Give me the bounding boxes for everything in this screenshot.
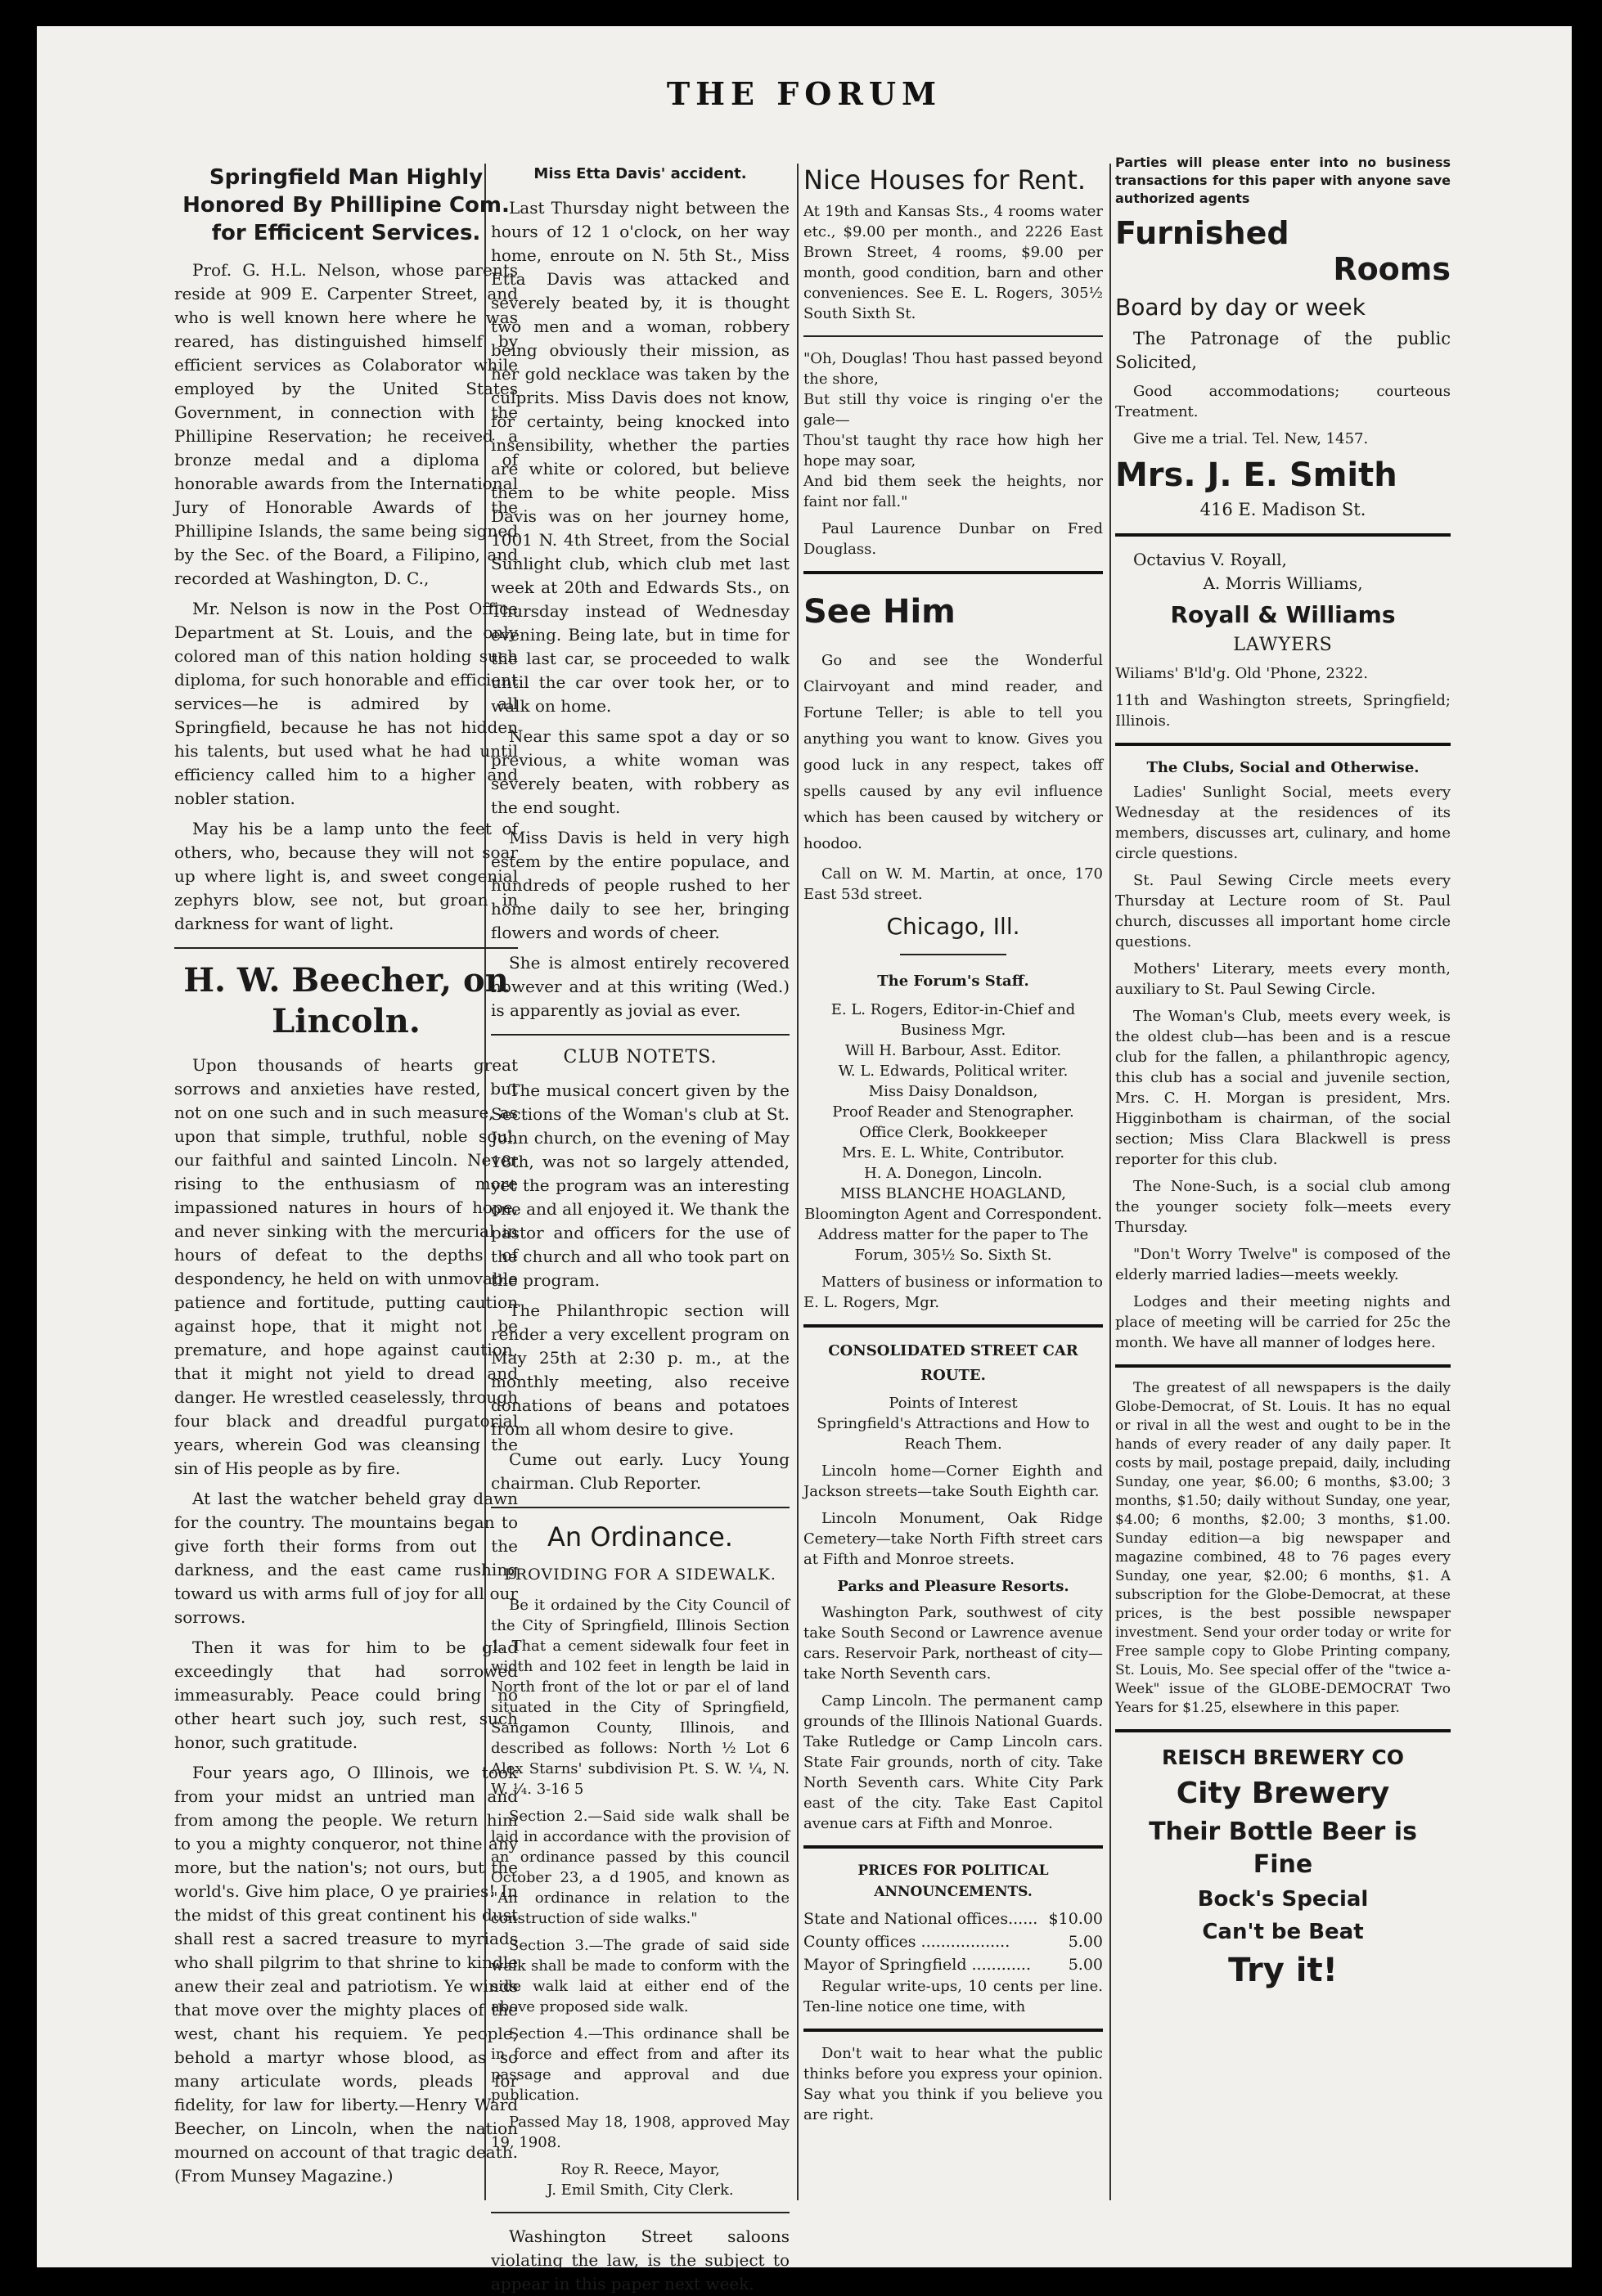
price-label: State and National offices...... — [803, 1910, 1038, 1928]
poem-credit: Paul Laurence Dunbar on Fred Douglass. — [803, 520, 1103, 558]
poem-line: "Oh, Douglas! Thou hast passed beyond the shore, — [803, 350, 1103, 388]
staff-line: Address matter for the paper to The Forum, 305½ So. Sixth St. — [817, 1226, 1089, 1264]
bottle-beer-line: Their Bottle Beer is Fine — [1149, 1817, 1417, 1879]
article-paragraph: She is almost entirely recovered however and at this writing (Wed.) is apparently as jovial as ever. — [491, 953, 790, 1020]
price-value: $10.00 — [1048, 1910, 1103, 1928]
furnished-paragraph: Good accommodations; courteous Treatment. — [1115, 383, 1451, 420]
route-paragraph: Lincoln Monument, Oak Ridge Cemetery—take North Fifth street cars at Fifth and Monroe streets. — [803, 1510, 1103, 1568]
staff-line: E. L. Rogers, Editor-in-Chief and Business Mgr. — [830, 1001, 1076, 1039]
houses-paragraph: At 19th and Kansas Sts., 4 rooms water etc., $9.00 per month., and 2226 East Brown Street, 4 rooms, $9.00 per month, good condition, barn and other conveniences. See E. L. Rogers, 305½ South Sixth St. — [803, 203, 1103, 322]
ordinance-paragraph: Section 3.—The grade of said side walk shall be made to conform with the side walk laid at either end of the above proposed side walk. — [491, 1937, 790, 2015]
divider — [803, 1324, 1103, 1328]
furnished-paragraph: The Patronage of the public Solicited, — [1115, 329, 1451, 372]
clubs-paragraph: St. Paul Sewing Circle meets every Thursday at Lecture room of St. Paul church, discusses all important home circle questions. — [1115, 872, 1451, 950]
law-firm-title: Royall & Williams — [1170, 601, 1396, 628]
headline-ordinance: An Ordinance. — [547, 1521, 733, 1552]
price-row — [803, 1953, 1103, 1976]
headline-davis: Miss Etta Davis' accident. — [533, 165, 747, 182]
bocks-special-line: Bock's Special — [1197, 1887, 1369, 1912]
parks-paragraph: Camp Lincoln. The permanent camp grounds of the Illinois National Guards. Take Rutledge or Camp Lincoln cars. State Fair grounds, north of city. Take North Seventh cars. White City Park east of the city. Take East Capitol avenue cars at Fifth and Monroe. — [803, 1692, 1103, 1832]
article-paragraph: At last the watcher beheld gray dawn for the country. The mountains began to give forth their forms from out the darkness, and the east came rushing toward us with arms full of joy for all our sorrows. — [174, 1489, 518, 1627]
divider — [174, 947, 518, 949]
staff-line: Office Clerk, Bookkeeper — [859, 1124, 1047, 1141]
staff-line: H. A. Donegon, Lincoln. — [864, 1165, 1042, 1182]
city-brewery-title: City Brewery — [1176, 1777, 1390, 1810]
column-2 — [491, 164, 790, 2294]
brewery-name: REISCH BREWERY CO — [1162, 1746, 1404, 1769]
paper-sheet — [37, 26, 1572, 2294]
ordinance-paragraph: Be it ordained by the City Council of the City of Springfield, Illinois Section 1. That a cement sidewalk four feet in width and 102 feet in length be laid in North front of the lot or par el of land situated in the City of Springfield, Sangamon County, Illinois, and described as follows: North ½ Lot 6 Alex Starns' subdivision Pt. S. W. ¼, N. W. ¼. 3-16 5 — [491, 1597, 790, 1798]
rooms-title: Rooms — [1333, 251, 1451, 287]
column-rule — [797, 164, 799, 2200]
clairvoyant-paragraph: Call on W. M. Martin, at once, 170 East 53d street. — [803, 865, 1103, 903]
clubs-paragraph: The Woman's Club, meets every week, is the oldest club—has been and is a rescue club for the fallen, a philanthropic agency, this club has a social and juvenile section, Mrs. C. H. Morgan is president, Mrs. Higginbotham is chairman, of the social section; Miss Clara Blackwell is press reporter for this club. — [1115, 1008, 1451, 1168]
divider — [803, 1845, 1103, 1849]
clubs-paragraph: The None-Such, is a social club among the younger society folk—meets every Thursday. — [1115, 1178, 1451, 1236]
article-paragraph: May his be a lamp unto the feet of others, who, because they will not soar up where light is, and sweet congenial zephyrs blow, see not, but groan in darkness for want of light. — [174, 819, 518, 933]
proprietor-address: 416 E. Madison St. — [1199, 500, 1366, 519]
price-label: Mayor of Springfield ............ — [803, 1956, 1031, 1974]
board-subtitle: Board by day or week — [1115, 294, 1366, 321]
staff-line: Bloomington Agent and Correspondent. — [804, 1206, 1102, 1223]
poem-line: Thou'st taught thy race how high her hope may soar, — [803, 432, 1103, 470]
staff-line: Mrs. E. L. White, Contributor. — [841, 1144, 1065, 1161]
ordinance-paragraph: Section 4.—This ordinance shall be in force and effect from and after its passage and approval and due publication. — [491, 2025, 790, 2104]
divider — [803, 335, 1103, 337]
ordinance-signature: J. Emil Smith, City Clerk. — [547, 2181, 734, 2199]
divider — [491, 1507, 790, 1508]
dont-wait-paragraph: Don't wait to hear what the public thinks before you express your opinion. Say what you think if you believe you are right. — [803, 2045, 1103, 2123]
article-paragraph: Miss Davis is held in very high estem by the entire populace, and hundreds of people rushed to her home daily to see her, bringing flowers and words of cheer. — [491, 828, 790, 942]
price-value: 5.00 — [1068, 1933, 1103, 1951]
article-paragraph: Cume out early. Lucy Young chairman. Club Reporter. — [491, 1449, 790, 1493]
price-row — [803, 1907, 1103, 1930]
clairvoyant-paragraph: Go and see the Wonderful Clairvoyant and mind reader, and Fortune Teller; is able to tell you anything you want to know. Gives you good luck in any respect, takes off spells caused by any evil influence which has been caused by witchery or hoodoo. — [803, 652, 1103, 852]
clubs-paragraph: Mothers' Literary, meets every month, auxiliary to St. Paul Sewing Circle. — [1115, 960, 1451, 998]
poem-line: And bid them seek the heights, nor faint nor fall." — [803, 473, 1103, 510]
globe-democrat-paragraph: The greatest of all newspapers is the daily Globe-Democrat, of St. Louis. It has no equal or rival in all the west and ought to be in the hands of every reader of any daily paper. It costs by mail, postage prepaid, daily, including Sunday, one year, $6.00; 6 months, $3.00; 3 months, $1.50; daily without Sunday, one year, $4.00; 6 months, $2.00; 3 months, $1.00. Sunday edition—a big newspaper and magazine combined, 48 to 76 pages every Sunday, one year, $2.00; 6 months, $1. A subscription for the Globe-Democrat, at these prices, is the best possible newspaper investment. Send your order today or write for Free sample copy to Globe Printing company, St. Louis, Mo. See special offer of the "twice a-Week" issue of the GLOBE-DEMOCRAT Two Years for $1.25, elsewhere in this paper. — [1115, 1380, 1451, 1716]
staff-line: MISS BLANCHE HOAGLAND, — [840, 1185, 1066, 1202]
prices-note: Regular write-ups, 10 cents per line. Ten-line notice one time, with — [803, 1978, 1103, 2015]
article-paragraph: Mr. Nelson is now in the Post Office Department at St. Louis, and the only colored man of this nation holding such diploma, for such honorable and efficient services—he is admired by all Springfield, because he has not hidden his talents, but used what he had until efficiency called him to a higher and nobler station. — [174, 599, 518, 808]
parks-paragraph: Washington Park, southwest of city take South Second or Lawrence avenue cars. Reservoir Park, northeast of city—take North Seventh cars. — [803, 1604, 1103, 1683]
staff-line: Matters of business or information to E. L. Rogers, Mgr. — [803, 1274, 1103, 1311]
divider — [803, 2029, 1103, 2032]
headline-houses: Nice Houses for Rent. — [803, 164, 1087, 195]
article-paragraph: Then it was for him to be glad exceedingly that had sorrowed immeasurably. Peace could bring no other heart such joy, such rest, such honor, such gratitude. — [174, 1638, 518, 1752]
law-address: Wiliams' B'ld'g. Old 'Phone, 2322. — [1115, 665, 1368, 682]
authorized-agents-notice: Parties will please enter into no business transactions for this paper with anyone save authorized agents — [1115, 155, 1451, 206]
route-subtitle: Springfield's Attractions and How to Reach Them. — [817, 1415, 1090, 1453]
lawyer-name: Octavius V. Royall, — [1133, 550, 1287, 569]
parks-title: Parks and Pleasure Resorts. — [837, 1578, 1069, 1595]
article-paragraph: Last Thursday night between the hours of 12 1 o'clock, on her way home, enroute on N. 5th St., Miss Etta Davis was attacked and severely beated by, it is thought two men and a woman, robbery being obviously their mission, as her gold necklace was taken by the culprits. Miss Davis does not know, for certainty, being knocked into insensibility, whether the parties are white or colored, but believe them to be white people. Miss Davis was on her journey home, 1001 N. 4th Street, from the Social Sunlight club, which club met last week at 20th and Edwards Sts., on Thursday instead of Wednesday evening. Being late, but in time for the last car, se proceeded to walk until the car over took her, or to walk on home. — [491, 198, 790, 716]
law-address: 11th and Washington streets, Springfield; Illinois. — [1115, 692, 1451, 730]
ordinance-signature: Roy R. Reece, Mayor, — [560, 2161, 720, 2178]
divider — [1115, 533, 1451, 537]
article-paragraph: Prof. G. H.L. Nelson, whose parents reside at 909 E. Carpenter Street, and who is well known here where he was reared, has distinguished himself by efficient services as Colaborator while employed by the United States Government, in connection with the Phillipine Reservation; he received a bronze medal and a diploma of honorable awards from the International Jury of Honorable Awards of the Phillipine Islands, the same being signed by the Sec. of the Board, a Filipino, and recorded at Washington, D. C., — [174, 260, 518, 588]
route-title: CONSOLIDATED STREET CAR ROUTE. — [828, 1342, 1078, 1384]
headline-nelson: Springfield Man Highly Honored By Phillipine Com. for Efficicent Services. — [182, 165, 510, 245]
column-4 — [1115, 155, 1451, 2266]
route-subtitle: Points of Interest — [889, 1395, 1018, 1412]
divider — [1115, 1364, 1451, 1368]
masthead: THE FORUM — [666, 75, 943, 112]
clubs-paragraph: "Don't Worry Twelve" is composed of the elderly married ladies—meets weekly. — [1115, 1246, 1451, 1283]
divider — [803, 571, 1103, 574]
proprietor-name: Mrs. J. E. Smith — [1115, 456, 1397, 494]
cant-be-beat-line: Can't be Beat — [1202, 1920, 1364, 1944]
route-paragraph: Lincoln home—Corner Eighth and Jackson streets—take South Eighth car. — [803, 1463, 1103, 1500]
column-1 — [174, 164, 518, 2266]
article-paragraph: Near this same spot a day or so previous, a white woman was severely beaten, with robbery as the end sought. — [491, 726, 790, 817]
lawyers-label: LAWYERS — [1233, 635, 1333, 655]
divider — [491, 2212, 790, 2213]
clairvoyant-city: Chicago, Ill. — [886, 913, 1020, 940]
staff-line: Will H. Barbour, Asst. Editor. — [845, 1042, 1061, 1059]
prices-title: PRICES FOR POLITICAL ANNOUNCEMENTS. — [857, 1862, 1049, 1900]
price-row — [803, 1930, 1103, 1953]
headline-beecher: H. W. Beecher, on Lincoln. — [183, 961, 509, 1040]
article-paragraph: Four years ago, O Illinois, we took from your midst an untried man and from among the people. We return him to you a mighty conqueror, not thine any more, but the nation's; not ours, but the world's. Give him place, O ye prairies! In the midst of this great continent his dust shall rest a sacred treasure to myriads who shall pilgrim to that shrine to kindle anew their zeal and patriotism. Ye winds that move over the mighty places of the west, chant his requiem. Ye people, behold a martyr whose blood, as so many articulate words, pleads for fidelity, for law for liberty.—Henry Ward Beecher, on Lincoln, when the nation mourned on account of that tragic death.(From Munsey Magazine.) — [174, 1763, 518, 2186]
staff-line: Miss Daisy Donaldson, — [868, 1083, 1038, 1100]
clubs-paragraph: Ladies' Sunlight Social, meets every Wednesday at the residences of its members, discusses art, culinary, and home circle questions. — [1115, 784, 1451, 862]
ordinance-subtitle: PROVIDING FOR A SIDEWALK. — [504, 1566, 776, 1584]
poem-line: But still thy voice is ringing o'er the gale— — [803, 391, 1103, 429]
staff-title: The Forum's Staff. — [877, 973, 1029, 990]
column-3 — [803, 164, 1103, 2266]
divider — [900, 954, 1006, 955]
clubs-paragraph: Lodges and their meeting nights and place of meeting will be carried for 25c the month. We have all manner of lodges here. — [1115, 1293, 1451, 1351]
article-paragraph: Upon thousands of hearts great sorrows and anxieties have rested, but not on one such and in such measure, as upon that simple, truthful, noble soul, our faithful and sainted Lincoln. Never rising to the enthusiasm of more impassioned natures in hours of hope, and never sinking with the mercurial in hours of defeat to the depths of despondency, he held on with unmovable patience and fortitude, putting caution against hope, that it might not be premature, and hope against caution, that it might not yield to dread and danger. He wrestled ceaselessly, through four black and dreadful purgatorial years, wherein God was cleansing the sin of His people as by fire. — [174, 1055, 518, 1478]
article-paragraph: The musical concert given by the Sections of the Woman's club at St. John church, on the evening of May 18th, was not so largely attended, yet the program was an interesting one and all enjoyed it. We thank the pastor and officers for the use of the church and all who took part on the program. — [491, 1081, 790, 1290]
try-it-line: Try it! — [1228, 1952, 1338, 1989]
price-value: 5.00 — [1068, 1956, 1103, 1974]
headline-see-him: See Him — [803, 593, 956, 631]
article-paragraph: The Philanthropic section will render a very excellent program on May 25th at 2:30 p. m., at the monthly meeting, also receive donations of beans and potatoes from all whom desire to give. — [491, 1301, 790, 1439]
column-rule — [1109, 164, 1111, 2200]
divider — [491, 1034, 790, 1036]
club-notes-title: CLUB NOTETS. — [563, 1047, 718, 1067]
ordinance-paragraph: Passed May 18, 1908, approved May 19, 1908. — [491, 2114, 790, 2151]
furnished-paragraph: Give me a trial. Tel. New, 1457. — [1133, 430, 1369, 447]
divider — [1115, 743, 1451, 746]
furnished-title: Furnished — [1115, 215, 1289, 251]
staff-line: Proof Reader and Stenographer. — [832, 1103, 1074, 1121]
staff-line: W. L. Edwards, Political writer. — [838, 1063, 1069, 1080]
clubs-title: The Clubs, Social and Otherwise. — [1146, 759, 1420, 776]
price-label: County offices .................. — [803, 1933, 1010, 1951]
lawyer-name: A. Morris Williams, — [1203, 573, 1363, 593]
divider — [1115, 1729, 1451, 1732]
article-paragraph: Washington Street saloons violating the law, is the subject to appear in this paper next week. — [491, 2226, 790, 2294]
ordinance-paragraph: Section 2.—Said side walk shall be laid in accordance with the provision of an ordinance passed by this council October 23, a d 1905, and known as "An ordinance in relation to the construction of side walks." — [491, 1808, 790, 1927]
